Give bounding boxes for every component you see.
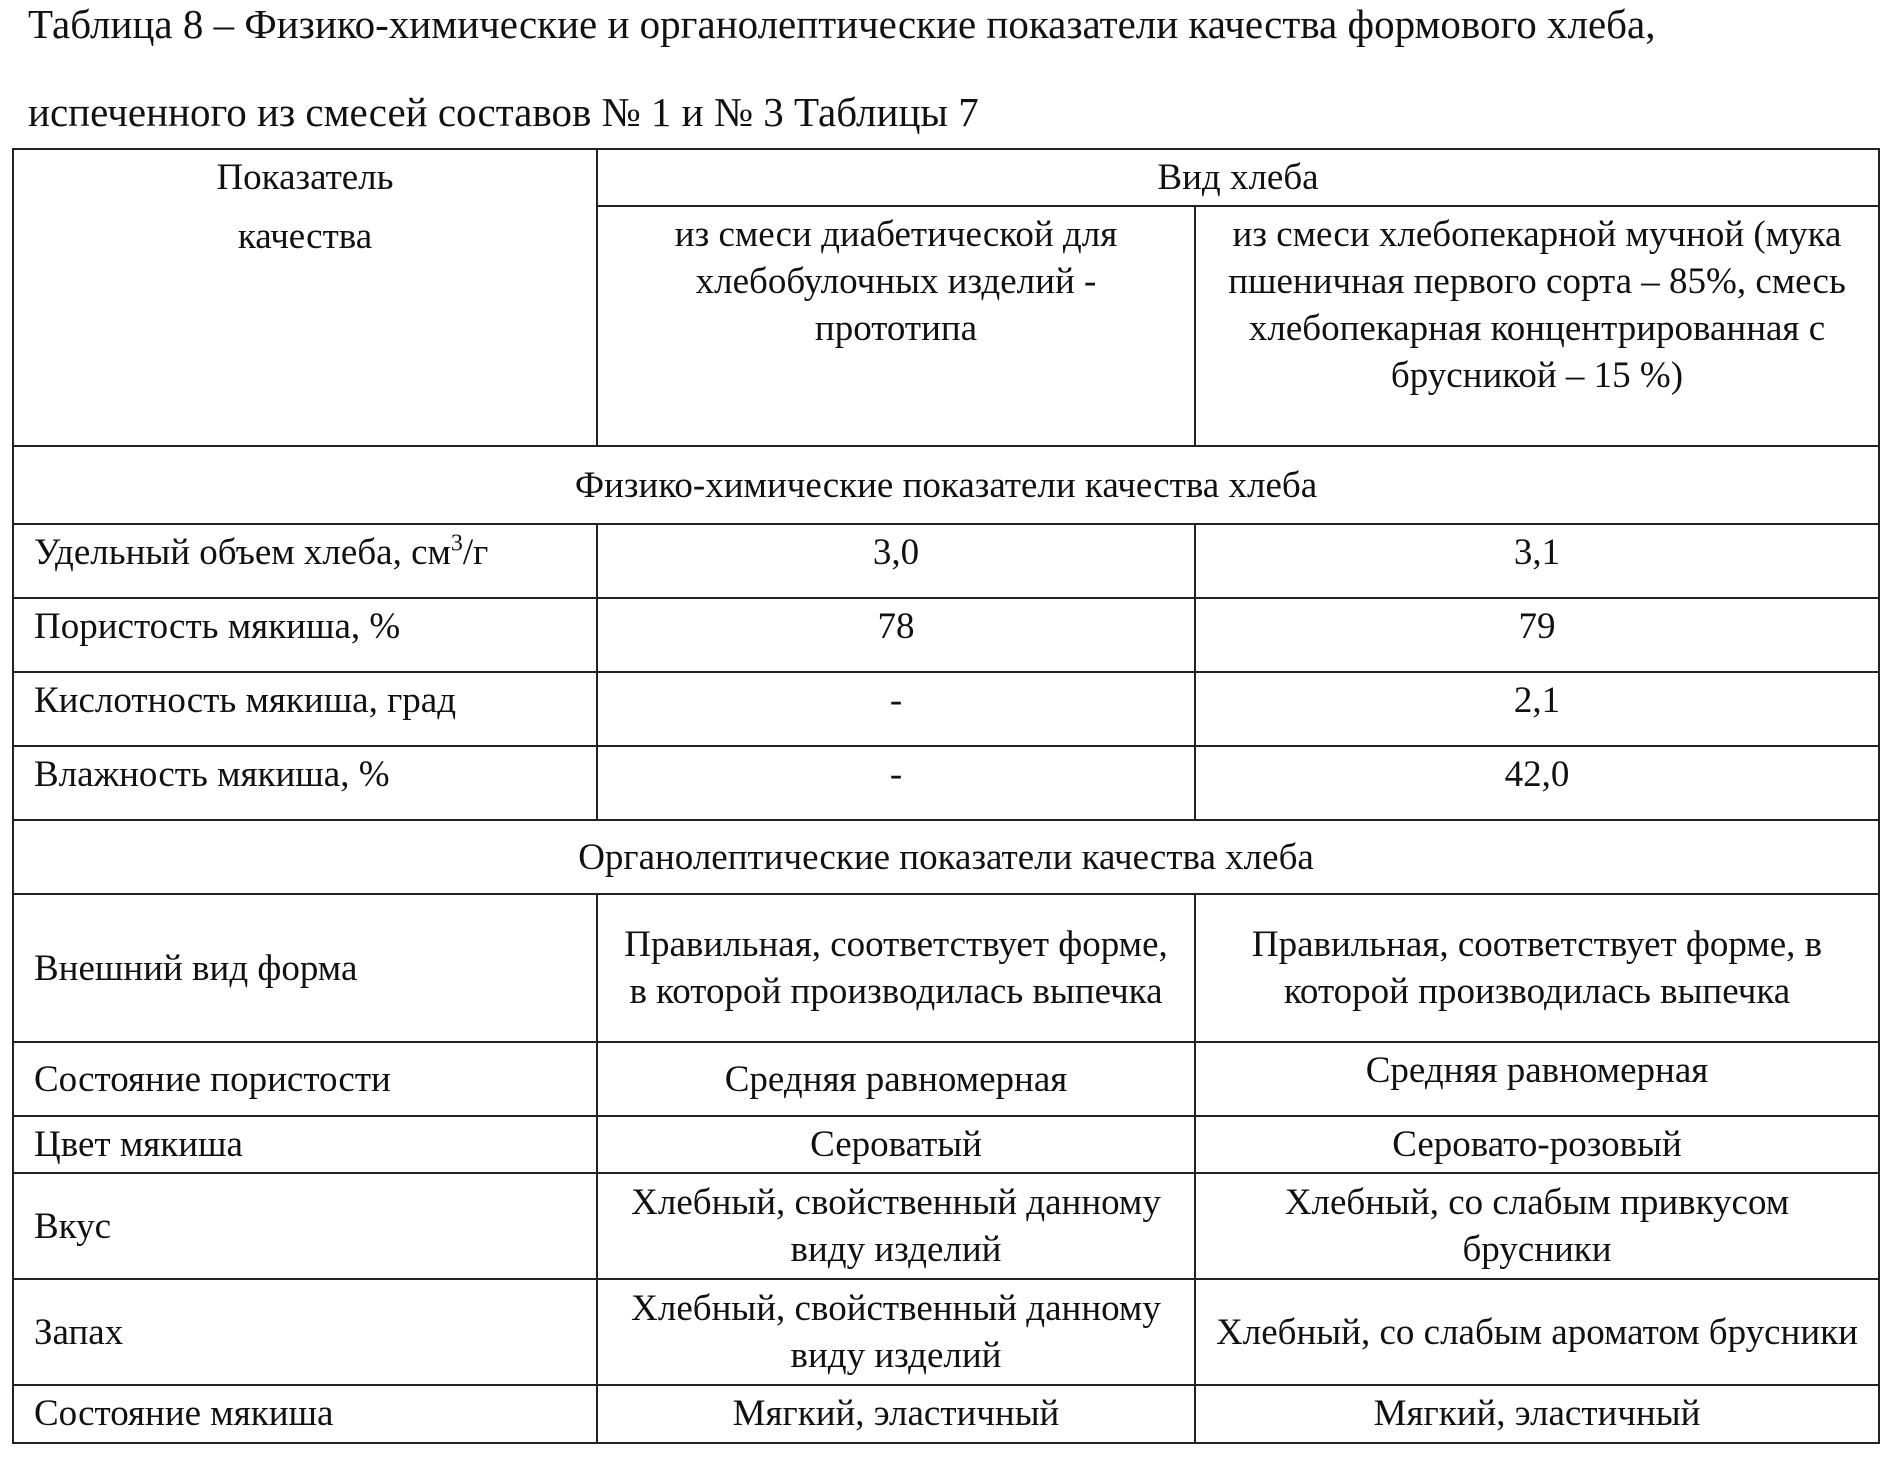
table-row (13, 1385, 1879, 1443)
row-label: Вкус (13, 1173, 597, 1279)
header-indicator-line-2: качества (237, 216, 373, 257)
table-caption (28, 0, 1868, 156)
cell-mix: Правильная, соответствует форме, в которой производилась выпечка (1195, 894, 1879, 1042)
cell-mix: Мягкий, эластичный (1195, 1385, 1879, 1443)
row-label: Кислотность мякиша, град (13, 672, 597, 746)
table-row (13, 1173, 1879, 1279)
cell-prototype: Хлебный, свойственный данному виду изделий (597, 1173, 1195, 1279)
row-label: Пористость мякиша, % (13, 598, 597, 672)
cell-mix: 42,0 (1195, 746, 1879, 820)
cell-prototype: - (597, 672, 1195, 746)
section-organoleptic: Органолептические показатели качества хлеба (13, 820, 1879, 894)
table-row (13, 524, 1879, 598)
row-label: Влажность мякиша, % (13, 746, 597, 820)
caption-line-1: Таблица 8 – Физико-химические и органолептические показатели качества формового хлеба, (28, 1, 1656, 47)
row-label-text: Удельный объем хлеба, см (34, 532, 451, 573)
table-row (13, 1042, 1879, 1116)
cell-prototype: Средняя равномерная (597, 1042, 1195, 1116)
cell-prototype: Сероватый (597, 1116, 1195, 1173)
cell-mix: Хлебный, со слабым ароматом брусники (1195, 1279, 1879, 1385)
table-row (13, 1279, 1879, 1385)
table-row (13, 1116, 1879, 1173)
cell-mix: Средняя равномерная (1195, 1042, 1879, 1116)
cell-prototype: Правильная, соответствует форме, в которой производилась выпечка (597, 894, 1195, 1042)
table-row (13, 894, 1879, 1042)
section-physchem: Физико-химические показатели качества хлеба (13, 446, 1879, 524)
header-indicator-line-1: Показатель (216, 157, 394, 198)
row-label: Состояние пористости (13, 1042, 597, 1116)
table-row (13, 672, 1879, 746)
table-row (13, 746, 1879, 820)
cell-mix: Серовато-розовый (1195, 1116, 1879, 1173)
row-label-sup: 3 (450, 530, 463, 557)
cell-mix: 2,1 (1195, 672, 1879, 746)
cell-prototype: 3,0 (597, 524, 1195, 598)
row-label: Цвет мякиша (13, 1116, 597, 1173)
row-label: Внешний вид форма (13, 894, 597, 1042)
cell-mix: 79 (1195, 598, 1879, 672)
header-bread-type: Вид хлеба (597, 149, 1879, 206)
cell-prototype: 78 (597, 598, 1195, 672)
quality-table (12, 148, 1880, 1444)
cell-prototype: Мягкий, эластичный (597, 1385, 1195, 1443)
row-label-tail: /г (462, 532, 489, 573)
row-label (13, 524, 597, 598)
cell-mix: Хлебный, со слабым привкусом брусники (1195, 1173, 1879, 1279)
cell-prototype: Хлебный, свойственный данному виду изделий (597, 1279, 1195, 1385)
table-row (13, 598, 1879, 672)
header-col-prototype: из смеси диабетической для хлебобулочных изделий - прототипа (597, 206, 1195, 446)
caption-line-2: испеченного из смесей составов № 1 и № 3 Таблицы 7 (28, 89, 979, 135)
cell-prototype: - (597, 746, 1195, 820)
cell-mix: 3,1 (1195, 524, 1879, 598)
row-label: Запах (13, 1279, 597, 1385)
row-label: Состояние мякиша (13, 1385, 597, 1443)
header-indicator (13, 149, 597, 446)
header-col-mix: из смеси хлебопекарной мучной (мука пшеничная первого сорта – 85%, смесь хлебопекарная концентрированная с брусникой – 15 %) (1195, 206, 1879, 446)
